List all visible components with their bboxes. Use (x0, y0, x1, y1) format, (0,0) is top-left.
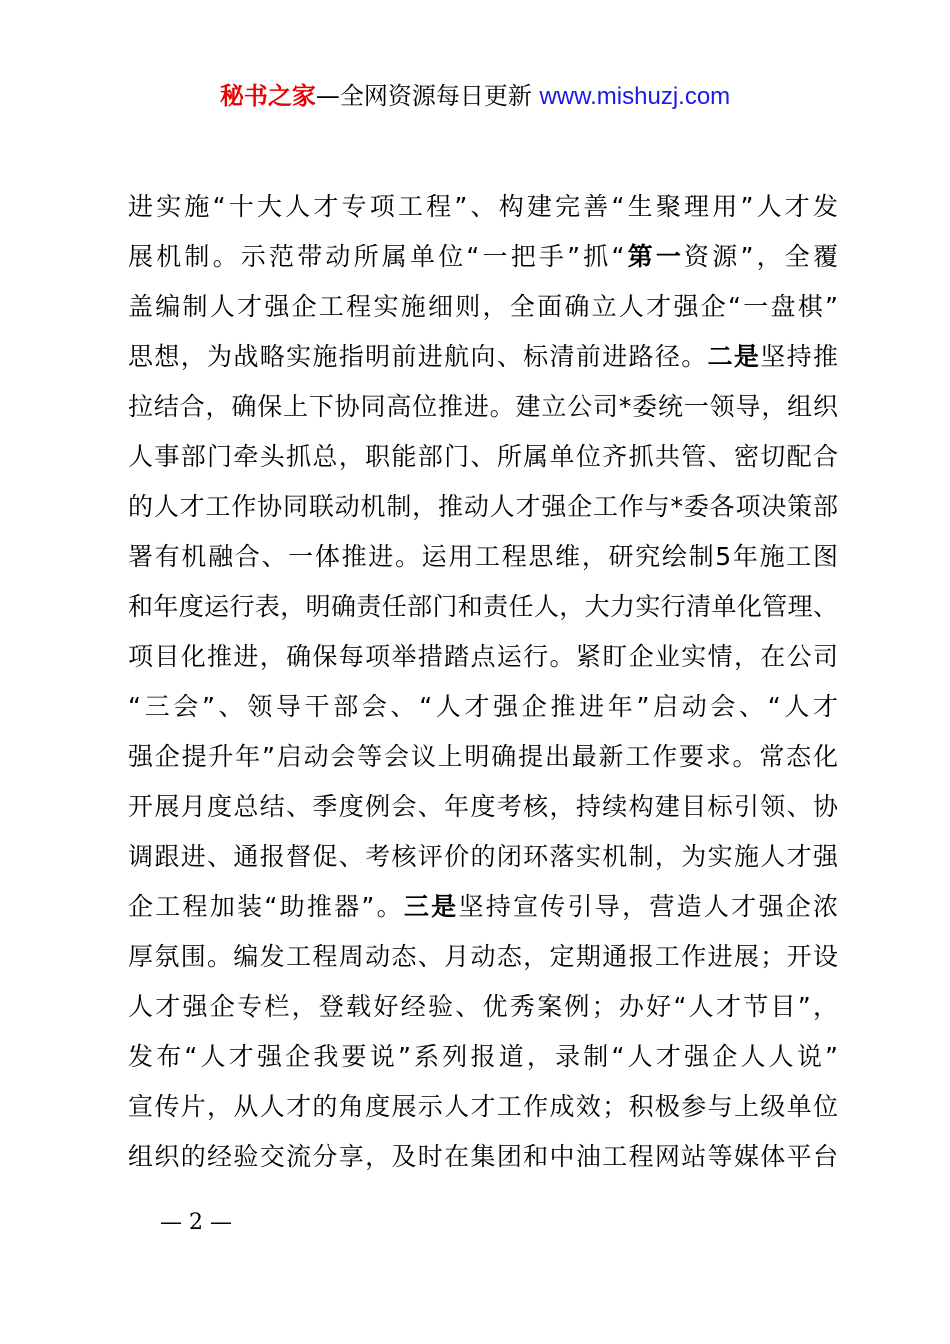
text-line: 拉结合，确保上下协同高位推进。建立公司*委统一领导，组织 (128, 392, 838, 421)
bold-emphasis: 二是 (707, 342, 761, 371)
text-line: 厚氛围。编发工程周动态、月动态，定期通报工作进展；开设 (128, 942, 838, 971)
text-line: 人才强企专栏，登载好经验、优秀案例；办好“人才节目”， (128, 992, 838, 1021)
document-body (128, 182, 838, 1182)
text-line: 和年度运行表，明确责任部门和责任人，大力实行清单化管理、 (128, 592, 838, 621)
text-line: 署有机融合、一体推进。运用工程思维，研究绘制5年施工图 (128, 542, 838, 571)
page-number: — 2 — (160, 1210, 232, 1235)
site-header (0, 78, 950, 115)
text-line: 展机制。示范带动所属单位“一把手”抓“第一资源”，全覆 (128, 242, 838, 271)
bold-emphasis: 三是 (403, 892, 459, 921)
text-line: 人事部门牵头抓总，职能部门、所属单位齐抓共管、密切配合 (128, 442, 838, 471)
text-line: 宣传片，从人才的角度展示人才工作成效；积极参与上级单位 (128, 1092, 838, 1121)
bold-emphasis: 第一 (624, 242, 685, 271)
brand-name: 秘书之家 (219, 82, 316, 110)
text-line: 开展月度总结、季度例会、年度考核，持续构建目标引领、协 (128, 792, 838, 821)
text-line: 项目化推进，确保每项举措踏点运行。紧盯企业实情，在公司 (128, 642, 838, 671)
header-tagline: —全网资源每日更新 (315, 82, 532, 110)
text-line: 的人才工作协同联动机制，推动人才强企工作与*委各项决策部 (128, 492, 838, 521)
text-line: 发布“人才强企我要说”系列报道，录制“人才强企人人说” (128, 1042, 838, 1071)
text-line: 思想，为战略实施指明前进航向、标清前进路径。二是坚持推 (128, 342, 838, 371)
text-line: 盖编制人才强企工程实施细则，全面确立人才强企“一盘棋” (128, 292, 838, 321)
text-line: 组织的经验交流分享，及时在集团和中油工程网站等媒体平台 (128, 1142, 838, 1171)
text-line: “三会”、领导干部会、“人才强企推进年”启动会、“人才 (128, 692, 838, 721)
text-line: 企工程加装“助推器”。三是坚持宣传引导，营造人才强企浓 (128, 892, 838, 921)
text-line: 强企提升年”启动会等会议上明确提出最新工作要求。常态化 (128, 742, 838, 771)
text-line: 进实施“十大人才专项工程”、构建完善“生聚理用”人才发 (128, 192, 838, 221)
text-line: 调跟进、通报督促、考核评价的闭环落实机制，为实施人才强 (128, 842, 838, 871)
site-url[interactable]: www.mishuzj.com (539, 83, 731, 110)
